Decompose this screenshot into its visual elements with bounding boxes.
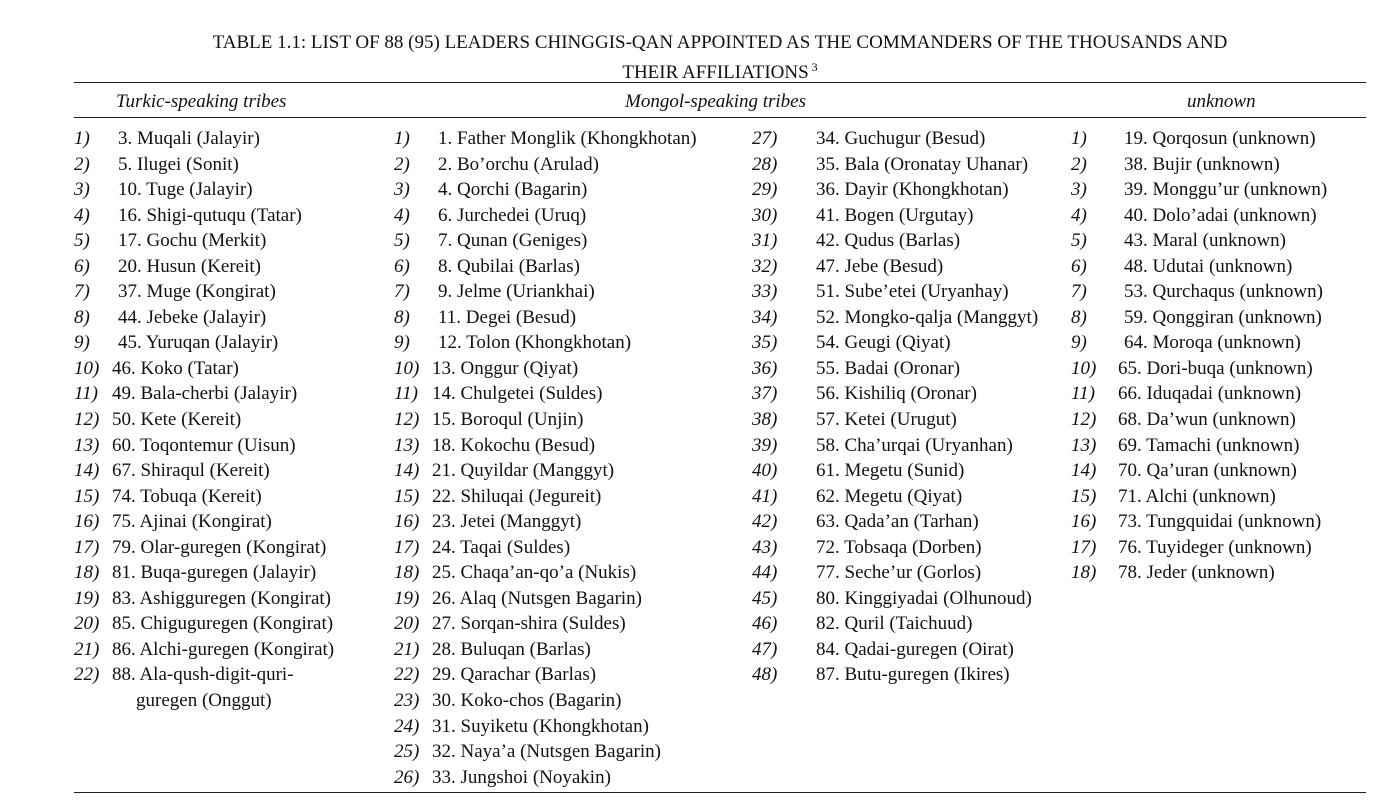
row-entry: 7. Qunan (Geniges) — [438, 230, 588, 252]
row-entry: 46. Koko (Tatar) — [112, 357, 239, 379]
row-entry: 1. Father Monglik (Khongkhotan) — [438, 128, 697, 149]
row-entry: 45. Yuruqan (Jalayir) — [118, 332, 279, 354]
row-number: 43) — [752, 536, 778, 558]
table-row — [752, 611, 1038, 637]
row-entry: 19. Qorqosun (unknown) — [1124, 128, 1316, 149]
row-number: 5) — [394, 230, 410, 252]
row-entry: 4. Qorchi (Bagarin) — [438, 179, 588, 201]
table-row — [752, 305, 1038, 331]
row-entry: 40. Dolo’adai (unknown) — [1124, 204, 1317, 226]
row-number: 18) — [74, 562, 100, 584]
table-row — [1071, 407, 1327, 433]
row-entry: 68. Da’wun (unknown) — [1118, 409, 1296, 431]
table-row — [752, 203, 1038, 229]
row-number: 8) — [74, 306, 90, 328]
row-number: 7) — [1071, 281, 1087, 303]
row-entry: 80. Kinggiyadai (Olhunoud) — [816, 587, 1032, 609]
row-entry: 63. Qada’an (Tarhan) — [816, 511, 979, 533]
row-number: 9) — [74, 332, 90, 354]
row-number: 11) — [74, 383, 98, 405]
row-entry: 26. Alaq (Nutsgen Bagarin) — [432, 587, 643, 609]
table-row — [752, 509, 1038, 535]
table-row — [394, 177, 697, 203]
table-row — [394, 739, 697, 765]
row-entry: 53. Qurchaqus (unknown) — [1124, 281, 1323, 303]
row-number: 20) — [74, 613, 100, 635]
row-number: 13) — [74, 434, 100, 456]
footnote-marker: 3 — [811, 60, 818, 74]
row-entry: 34. Guchugur (Besud) — [816, 128, 986, 149]
row-number: 21) — [74, 638, 100, 660]
row-number: 41) — [752, 485, 778, 507]
row-number: 10) — [1071, 357, 1097, 379]
table-row — [752, 330, 1038, 356]
row-entry: 28. Buluqan (Barlas) — [432, 638, 591, 660]
row-entry: 41. Bogen (Urgutay) — [816, 204, 974, 226]
row-number: 20) — [394, 613, 420, 635]
table-row — [74, 126, 334, 152]
row-number: 48) — [752, 664, 778, 686]
row-entry: 42. Qudus (Barlas) — [816, 230, 961, 252]
row-number: 9) — [394, 332, 410, 354]
row-number: 10) — [394, 357, 420, 379]
row-number: 12) — [1071, 409, 1097, 431]
row-number: 16) — [1071, 511, 1097, 533]
row-entry: 69. Tamachi (unknown) — [1118, 434, 1300, 456]
table-row — [752, 637, 1038, 663]
row-entry: 82. Quril (Taichuud) — [816, 613, 973, 635]
table-row — [74, 330, 334, 356]
table-row — [394, 688, 697, 714]
row-entry: 66. Iduqadai (unknown) — [1118, 383, 1302, 405]
table-row — [752, 586, 1038, 612]
table-row — [394, 611, 697, 637]
row-number: 47) — [752, 638, 778, 660]
row-entry: 72. Tobsaqa (Dorben) — [816, 536, 982, 558]
table-row — [74, 484, 334, 510]
table-row — [74, 228, 334, 254]
table-row — [74, 305, 334, 331]
table-row — [74, 254, 334, 280]
row-number: 5) — [1071, 230, 1087, 252]
row-entry: 87. Butu-guregen (Ikires) — [816, 664, 1010, 686]
table-row — [752, 254, 1038, 280]
row-number: 1) — [1071, 128, 1087, 149]
row-entry: 2. Bo’orchu (Arulad) — [438, 153, 599, 175]
row-entry: 67. Shiraqul (Kereit) — [112, 460, 270, 482]
row-number: 8) — [394, 306, 410, 328]
table-row — [74, 586, 334, 612]
row-entry: 86. Alchi-guregen (Kongirat) — [112, 638, 335, 660]
table-row — [1071, 126, 1327, 152]
row-number: 40) — [752, 460, 778, 482]
row-entry: 36. Dayir (Khongkhotan) — [816, 179, 1009, 201]
table-row — [394, 381, 697, 407]
table-row — [394, 586, 697, 612]
table-row — [394, 330, 697, 356]
row-entry: 12. Tolon (Khongkhotan) — [438, 332, 632, 354]
row-entry: 58. Cha’urqai (Uryanhan) — [816, 434, 1013, 456]
row-number: 36) — [752, 357, 778, 379]
table-row — [752, 152, 1038, 178]
table-row — [394, 305, 697, 331]
table-row — [752, 407, 1038, 433]
table-row — [74, 662, 334, 688]
row-number: 1) — [394, 128, 410, 149]
row-number: 2) — [1071, 153, 1087, 175]
row-entry-continuation: guregen (Onggut) — [136, 690, 272, 712]
row-number: 14) — [394, 460, 420, 482]
row-entry: 73. Tungquidai (unknown) — [1118, 511, 1322, 533]
row-number: 14) — [1071, 460, 1097, 482]
table-row — [1071, 356, 1327, 382]
row-entry: 50. Kete (Kereit) — [112, 409, 242, 431]
row-entry: 24. Taqai (Suldes) — [432, 536, 571, 558]
table-row — [394, 228, 697, 254]
table-row — [752, 458, 1038, 484]
table-row — [752, 535, 1038, 561]
row-entry: 88. Ala-qush-digit-quri- — [112, 664, 294, 686]
row-number: 3) — [74, 179, 90, 201]
bottom-rule — [74, 792, 1366, 793]
table-row — [394, 254, 697, 280]
row-entry: 21. Quyildar (Manggyt) — [432, 460, 615, 482]
row-number: 10) — [74, 357, 100, 379]
row-entry: 48. Udutai (unknown) — [1124, 255, 1293, 277]
table-row — [74, 279, 334, 305]
row-entry: 37. Muge (Kongirat) — [118, 281, 276, 303]
row-number: 32) — [752, 255, 778, 277]
row-number: 4) — [1071, 204, 1087, 226]
row-number: 5) — [74, 230, 90, 252]
table-row — [74, 509, 334, 535]
table-row — [752, 662, 1038, 688]
row-entry: 47. Jebe (Besud) — [816, 255, 944, 277]
row-number: 6) — [1071, 255, 1087, 277]
row-number: 4) — [74, 204, 90, 226]
table-row — [394, 560, 697, 586]
row-number: 6) — [394, 255, 410, 277]
row-number: 27) — [752, 128, 778, 149]
row-number: 13) — [1071, 434, 1097, 456]
row-number: 18) — [394, 562, 420, 584]
row-entry: 32. Naya’a (Nutsgen Bagarin) — [432, 741, 661, 763]
row-entry: 10. Tuge (Jalayir) — [118, 179, 253, 201]
row-number: 17) — [1071, 536, 1097, 558]
row-number: 44) — [752, 562, 778, 584]
row-entry: 54. Geugi (Qiyat) — [816, 332, 951, 354]
table-row — [74, 637, 334, 663]
row-entry: 17. Gochu (Merkit) — [118, 230, 267, 252]
row-number: 2) — [74, 153, 90, 175]
row-number: 46) — [752, 613, 778, 635]
row-number: 38) — [752, 409, 778, 431]
row-number: 17) — [74, 536, 100, 558]
table-row — [394, 279, 697, 305]
row-entry: 31. Suyiketu (Khongkhotan) — [432, 715, 649, 737]
row-number: 37) — [752, 383, 778, 405]
table-row — [394, 637, 697, 663]
row-entry: 18. Kokochu (Besud) — [432, 434, 596, 456]
table-row — [752, 560, 1038, 586]
row-entry: 83. Ashigguregen (Kongirat) — [112, 587, 331, 609]
table-row — [74, 177, 334, 203]
row-entry: 49. Bala-cherbi (Jalayir) — [112, 383, 298, 405]
row-entry: 43. Maral (unknown) — [1124, 230, 1286, 252]
row-number: 19) — [74, 587, 100, 609]
row-entry: 81. Buqa-guregen (Jalayir) — [112, 562, 317, 584]
row-number: 8) — [1071, 306, 1087, 328]
row-entry: 65. Dori-buqa (unknown) — [1118, 357, 1313, 379]
table-row — [1071, 152, 1327, 178]
row-number: 22) — [394, 664, 420, 686]
row-entry: 25. Chaqa’an-qo’a (Nukis) — [432, 562, 637, 584]
table-row — [394, 484, 697, 510]
row-entry: 16. Shigi-qutuqu (Tatar) — [118, 204, 302, 226]
row-entry: 61. Megetu (Sunid) — [816, 460, 965, 482]
table-row — [1071, 203, 1327, 229]
row-entry: 84. Qadai-guregen (Oirat) — [816, 638, 1014, 660]
row-number: 1) — [74, 128, 90, 149]
row-entry: 27. Sorqan-shira (Suldes) — [432, 613, 626, 635]
table-row — [394, 765, 697, 791]
row-number: 19) — [394, 587, 420, 609]
row-entry: 6. Jurchedei (Uruq) — [438, 204, 587, 226]
row-entry: 56. Kishiliq (Oronar) — [816, 383, 977, 405]
top-rule — [74, 82, 1366, 83]
row-number: 29) — [752, 179, 778, 201]
row-entry: 9. Jelme (Uriankhai) — [438, 281, 595, 303]
table-row — [1071, 381, 1327, 407]
caption-line-1: TABLE 1.1: LIST OF 88 (95) LEADERS CHINGGIS-QAN APPOINTED AS THE COMMANDERS OF THE THOUSANDS AND — [212, 32, 1228, 53]
row-entry: 70. Qa’uran (unknown) — [1118, 460, 1297, 482]
row-number: 33) — [752, 281, 778, 303]
header-unknown: unknown — [1187, 91, 1256, 112]
table-row — [74, 458, 334, 484]
row-entry: 22. Shiluqai (Jegureit) — [432, 485, 602, 507]
row-number: 45) — [752, 587, 778, 609]
row-number: 3) — [394, 179, 410, 201]
row-entry: 59. Qonggiran (unknown) — [1124, 306, 1322, 328]
row-entry: 39. Monggu’ur (unknown) — [1124, 179, 1328, 201]
row-number: 22) — [74, 664, 100, 686]
row-number: 6) — [74, 255, 90, 277]
row-number: 25) — [394, 741, 420, 763]
table-row — [74, 381, 334, 407]
row-number: 34) — [752, 306, 778, 328]
row-entry: 33. Jungshoi (Noyakin) — [432, 766, 611, 788]
row-number: 26) — [394, 766, 420, 788]
row-entry: 57. Ketei (Urugut) — [816, 409, 957, 431]
row-number: 16) — [74, 511, 100, 533]
row-number: 21) — [394, 638, 420, 660]
row-number: 4) — [394, 204, 410, 226]
table-row — [394, 152, 697, 178]
column-unknown — [1071, 126, 1327, 586]
header-rule — [74, 117, 1366, 118]
row-number: 9) — [1071, 332, 1087, 354]
table-row — [74, 356, 334, 382]
row-number: 2) — [394, 153, 410, 175]
table-row — [1071, 433, 1327, 459]
table-row — [1071, 535, 1327, 561]
table-row — [1071, 330, 1327, 356]
row-number: 7) — [74, 281, 90, 303]
table-row — [74, 407, 334, 433]
column-mongol-a — [394, 126, 697, 790]
table-row — [1071, 305, 1327, 331]
header-mongol: Mongol-speaking tribes — [625, 91, 807, 112]
table-row — [74, 560, 334, 586]
row-number: 30) — [752, 204, 778, 226]
table-row — [752, 356, 1038, 382]
row-entry: 38. Bujir (unknown) — [1124, 153, 1280, 175]
row-entry: 74. Tobuqa (Kereit) — [112, 485, 262, 507]
row-number: 13) — [394, 434, 420, 456]
table-row — [1071, 177, 1327, 203]
table-row — [752, 228, 1038, 254]
row-entry: 11. Degei (Besud) — [438, 306, 577, 328]
row-entry: 13. Onggur (Qiyat) — [432, 357, 579, 379]
caption-line-2-text: THEIR AFFILIATIONS — [622, 62, 809, 83]
table-row — [394, 509, 697, 535]
header-turkic: Turkic-speaking tribes — [116, 91, 287, 112]
row-number: 11) — [1071, 383, 1095, 405]
table-row — [74, 611, 334, 637]
row-number: 28) — [752, 153, 778, 175]
row-entry: 52. Mongko-qalja (Manggyt) — [816, 306, 1039, 328]
table-row — [394, 714, 697, 740]
row-entry: 44. Jebeke (Jalayir) — [118, 306, 267, 328]
table-row — [394, 126, 697, 152]
row-number: 3) — [1071, 179, 1087, 201]
row-number: 17) — [394, 536, 420, 558]
table-row — [752, 484, 1038, 510]
row-entry: 51. Sube’etei (Uryanhay) — [816, 281, 1009, 303]
table-row — [752, 279, 1038, 305]
row-entry: 8. Qubilai (Barlas) — [438, 255, 580, 277]
table-row — [1071, 458, 1327, 484]
row-number: 24) — [394, 715, 420, 737]
row-number: 31) — [752, 230, 778, 252]
table-row — [394, 662, 697, 688]
table-row — [1071, 560, 1327, 586]
table-row — [394, 356, 697, 382]
row-entry: 60. Toqontemur (Uisun) — [112, 434, 296, 456]
row-entry: 14. Chulgetei (Suldes) — [432, 383, 603, 405]
row-entry: 85. Chiguguregen (Kongirat) — [112, 613, 334, 635]
row-entry: 71. Alchi (unknown) — [1118, 485, 1276, 507]
row-number: 23) — [394, 690, 420, 712]
table-row — [1071, 228, 1327, 254]
column-turkic — [74, 126, 334, 714]
row-entry: 64. Moroqa (unknown) — [1124, 332, 1301, 354]
row-entry: 35. Bala (Oronatay Uhanar) — [816, 153, 1029, 175]
row-entry: 5. Ilugei (Sonit) — [118, 153, 239, 175]
row-entry: 62. Megetu (Qiyat) — [816, 485, 963, 507]
row-number: 16) — [394, 511, 420, 533]
table-row — [1071, 279, 1327, 305]
table-row — [74, 433, 334, 459]
table-row — [394, 203, 697, 229]
row-entry: 77. Seche’ur (Gorlos) — [816, 562, 982, 584]
table-row — [1071, 484, 1327, 510]
row-entry: 29. Qarachar (Barlas) — [432, 664, 597, 686]
row-number: 12) — [74, 409, 100, 431]
row-number: 15) — [74, 485, 100, 507]
table-row — [394, 407, 697, 433]
row-entry: 20. Husun (Kereit) — [118, 255, 261, 277]
row-entry: 15. Boroqul (Unjin) — [432, 409, 584, 431]
table-row — [752, 177, 1038, 203]
table-row — [74, 203, 334, 229]
table-row — [74, 152, 334, 178]
table-row — [1071, 509, 1327, 535]
row-number: 7) — [394, 281, 410, 303]
table-row — [394, 535, 697, 561]
row-number: 15) — [1071, 485, 1097, 507]
caption-line-2 — [75, 55, 1365, 85]
table-row — [752, 381, 1038, 407]
row-entry: 75. Ajinai (Kongirat) — [112, 511, 272, 533]
row-number: 12) — [394, 409, 420, 431]
row-entry: 79. Olar-guregen (Kongirat) — [112, 536, 327, 558]
row-entry: 3. Muqali (Jalayir) — [118, 128, 260, 149]
row-number: 35) — [752, 332, 778, 354]
row-number: 39) — [752, 434, 778, 456]
row-number: 11) — [394, 383, 418, 405]
table-row — [752, 433, 1038, 459]
row-number: 18) — [1071, 562, 1097, 584]
table-row — [1071, 254, 1327, 280]
table-caption — [75, 30, 1365, 85]
table-row — [394, 458, 697, 484]
row-entry: 23. Jetei (Manggyt) — [432, 511, 582, 533]
table-row — [394, 433, 697, 459]
row-entry: 55. Badai (Oronar) — [816, 357, 961, 379]
row-number: 14) — [74, 460, 100, 482]
row-entry: 76. Tuyideger (unknown) — [1118, 536, 1312, 558]
row-number: 42) — [752, 511, 778, 533]
table-row — [74, 535, 334, 561]
table-row — [752, 126, 1038, 152]
row-entry: 30. Koko-chos (Bagarin) — [432, 690, 622, 712]
row-number: 15) — [394, 485, 420, 507]
row-entry: 78. Jeder (unknown) — [1118, 562, 1275, 584]
column-mongol-b — [752, 126, 1038, 688]
